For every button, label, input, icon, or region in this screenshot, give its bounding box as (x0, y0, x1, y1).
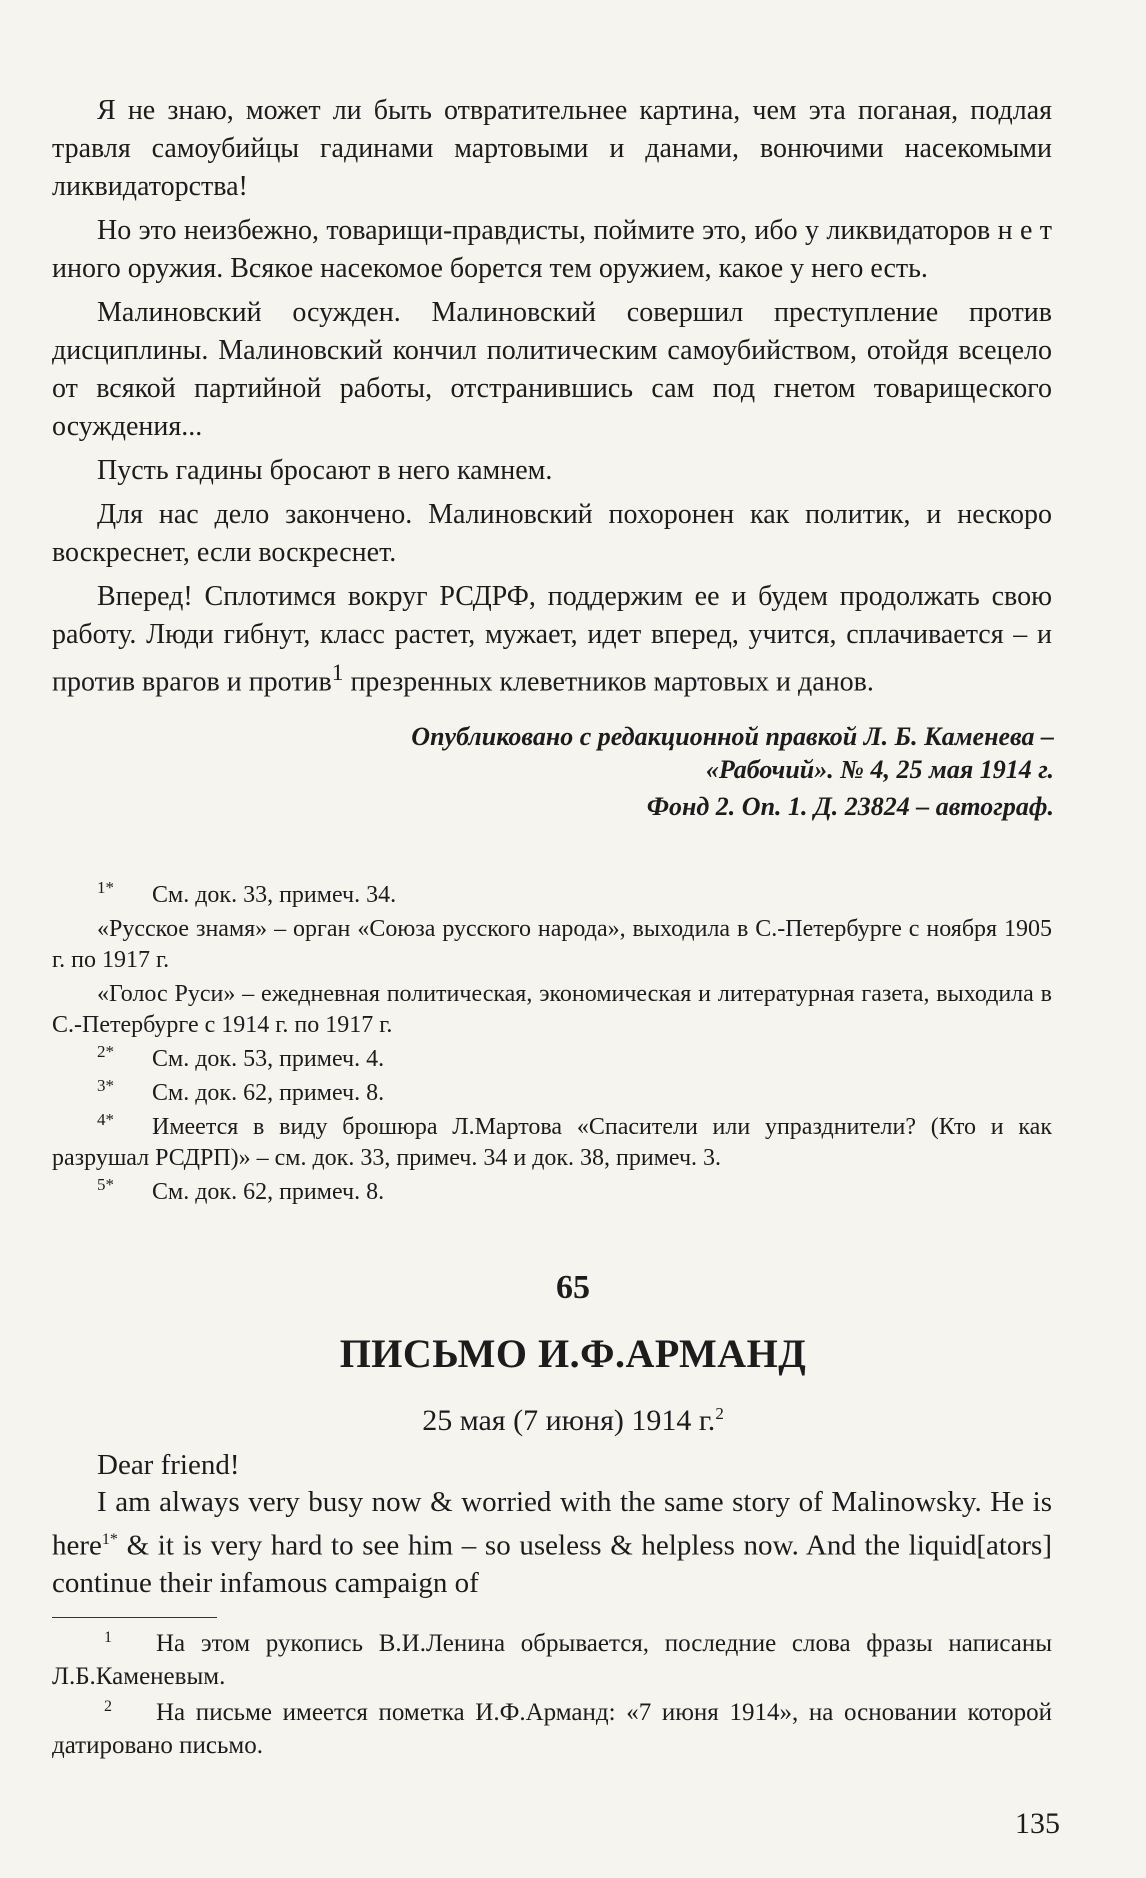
footnote: 1 На этом рукопись В.И.Ленина обрывается, последние слова фразы написаны Л.Б.Каменевым. (52, 1628, 1052, 1690)
footnote-text: См. док. 62, примеч. 8. (152, 1179, 385, 1205)
letter-body-text: & it is very hard to see him – so useless & helpless now. And the liquid[ators] continue their infamous campaign of (52, 1529, 1052, 1599)
paragraph-text: презренных клеветников мартовых и данов. (343, 666, 874, 698)
page-number: 135 (1015, 1807, 1060, 1840)
letter-body (52, 1484, 1052, 1602)
paragraph: Малиновский осужден. Малиновский совершил преступление против дисциплины. Малиновский кончил политическим самоубийством, отойдя всецело от всякой партийной работы, отстранившись сам под гнетом товарищеского осуждения... (52, 297, 1052, 442)
main-text (52, 92, 1052, 701)
footnote: «Русское знамя» – орган «Союза русского народа», выходила в С.-Петербурге с ноября 1905 г. по 1917 г. (52, 916, 1052, 973)
footnote-ref: 1* (101, 1531, 118, 1548)
footnote-text: См. док. 62, примеч. 8. (152, 1080, 385, 1106)
page-footnotes (52, 1627, 1052, 1765)
footnotes (52, 880, 1052, 1211)
footnote: 1* См. док. 33, примеч. 34. (97, 878, 397, 908)
footnote-text: На этом рукопись В.И.Ленина обрывается, последние слова фразы написаны Л.Б.Каменевым. (52, 1630, 1052, 1690)
footnote: 2 На письме имеется пометка И.Ф.Арманд: «7 июня 1914», на основании которой датировано письмо. (52, 1697, 1052, 1759)
document-date (0, 1395, 1146, 1440)
paragraph (52, 578, 1052, 701)
document-number: 65 (556, 1269, 590, 1306)
paragraph: Для нас дело закончено. Малиновский похоронен как политик, и нескоро воскреснет, если воскреснет. (52, 499, 1052, 568)
paragraph: Я не знаю, может ли быть отвратительнее картина, чем эта поганая, подлая травля самоубийцы гадинами мартовыми и данами, вонючими насекомыми ликвидаторства! (52, 95, 1052, 202)
footnote: 5* См. док. 62, примеч. 8. (97, 1175, 385, 1205)
footnote: 4* Имеется в виду брошюра Л.Мартова «Спасители или упразднители? (Кто и как разрушал РСДРП)» – см. док. 33, примеч. 34 и док. 38, примеч. 3. (52, 1110, 1052, 1171)
letter-body-text: I am always very busy now & worried with the same story of Malinowsky. He is here (52, 1486, 1052, 1562)
paragraph: Пусть гадины бросают в него камнем. (97, 455, 553, 486)
footnote-divider (52, 1617, 217, 1618)
footnote-ref: 2 (715, 1404, 724, 1423)
footnote: 3* См. док. 62, примеч. 8. (97, 1076, 385, 1106)
document-title: ПИСЬМО И.Ф.АРМАНД (339, 1331, 807, 1376)
letter-text (52, 1447, 1052, 1602)
footnote-text: На письме имеется пометка И.Ф.Арманд: «7 июня 1914», на основании которой датировано письмо. (52, 1699, 1052, 1759)
footnote-text: Имеется в виду брошюра Л.Мартова «Спасители или упразднители? (Кто и как разрушал РСДРП)» – см. док. 33, примеч. 34 и док. 38, примеч. 3. (52, 1114, 1052, 1171)
date-text: 25 мая (7 июня) 1914 г. (422, 1404, 716, 1437)
archive-source: Фонд 2. Оп. 1. Д. 23824 – автограф. (646, 792, 1054, 821)
publication-source: Опубликовано с редакционной правкой Л. Б. Каменева – «Рабочий». № 4, 25 мая 1914 г. (411, 722, 1054, 784)
footnote-ref: 1 (331, 660, 344, 686)
footnote-text: См. док. 53, примеч. 4. (152, 1046, 385, 1072)
footnote-text: См. док. 33, примеч. 34. (152, 882, 397, 908)
footnote: 2* См. док. 53, примеч. 4. (97, 1042, 385, 1072)
paragraph-text: Вперед! Сплотимся вокруг РСДРФ, поддержим ее и будем продолжать свою работу. Люди гибнут, класс растет, мужает, идет вперед, учится, сплачивается – и против врагов и против (52, 581, 1052, 698)
paragraph: Но это неизбежно, товарищи-правдисты, поймите это, ибо у ликвидаторов н е т иного оружия. Всякое насекомое борется тем оружием, какое у него есть. (52, 215, 1052, 284)
letter-greeting: Dear friend! (97, 1449, 240, 1481)
footnote: «Голос Руси» – ежедневная политическая, экономическая и литературная газета, выходила в С.-Петербурге с 1914 г. по 1917 г. (52, 981, 1052, 1038)
